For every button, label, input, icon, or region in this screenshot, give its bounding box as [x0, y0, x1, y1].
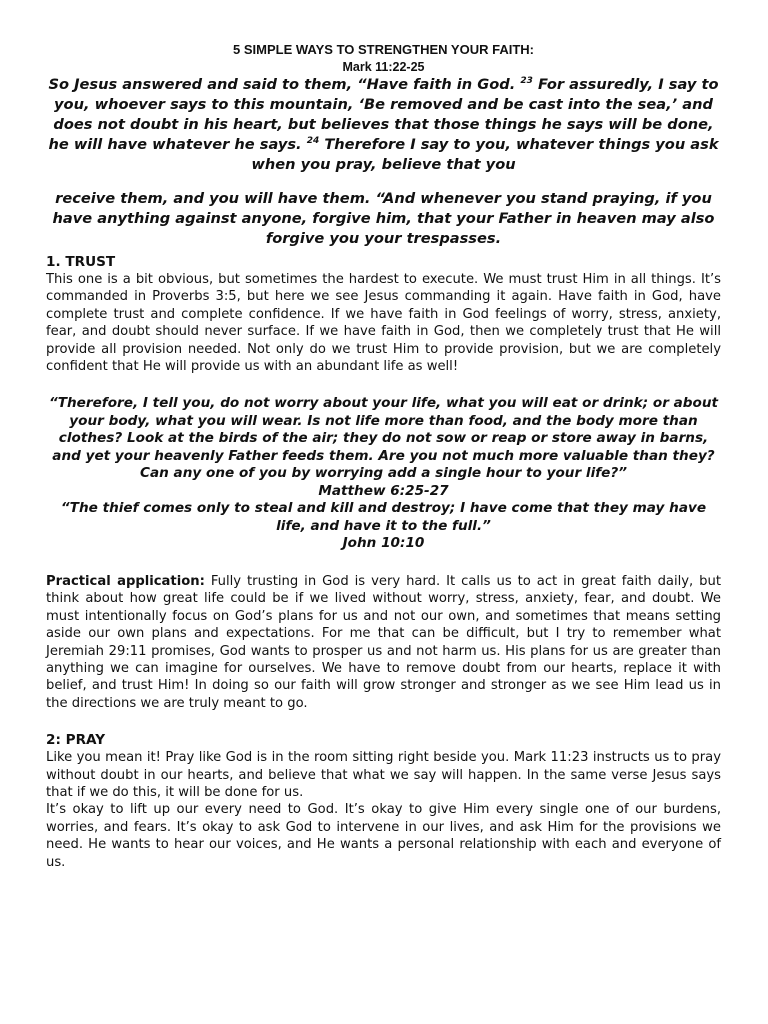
- document-page: [46, 38, 721, 871]
- quote-john: “The thief comes only to steal and kill and destroy; I have come that they may have life, and have it to the full.”: [60, 500, 707, 534]
- section-heading-pray: 2: PRAY: [46, 732, 106, 749]
- practical-application-label: Practical application:: [46, 573, 205, 589]
- quote-matthew: “Therefore, I tell you, do not worry about your life, what you will eat or drink; or about your body, what you will wear. Is not life more than food, and the body more than clothes? Look at the birds of the air; they do not sow or reap or store away in barns, and yet your heavenly Father feeds them. Are you not much more valuable than they? Can any one of you by worrying add a single hour to your life?”: [48, 395, 719, 482]
- scripture-verse-continued: receive them, and you will have them. “And whenever you stand praying, if you have anything against anyone, forgive him, that your Father in heaven may also forgive you your trespasses.: [52, 190, 715, 247]
- pray-body-2: It’s okay to lift up our every need to God. It’s okay to give Him every single one of our burdens, worries, and fears. It’s okay to ask God to intervene in our lives, and ask Him for the provisions we need. He wants to hear our voices, and He wants a personal relationship with each and everyone of us.: [46, 802, 721, 870]
- verse-text-part3: Therefore I say to you, whatever things you ask when you pray, believe that you: [251, 136, 719, 173]
- verse-text-part1: So Jesus answered and said to them, “Have faith in God.: [48, 76, 516, 93]
- pray-body-1: Like you mean it! Pray like God is in the room sitting right beside you. Mark 11:23 instructs us to pray without doubt in our hearts, and believe that what we say will happen. In the same verse Jesus says that if we do this, it will be done for us.: [46, 750, 721, 800]
- verse-number-23: 23: [520, 76, 533, 87]
- quote-john-ref: John 10:10: [342, 535, 425, 552]
- verse-text-part2: For assuredly, I say to you, whoever says to this mountain, ‘Be removed and be cast into the sea,’ and does not doubt in his heart, but believes that those things he says will be done, he will have whatever he says.: [48, 76, 719, 153]
- trust-quotes: [46, 395, 721, 553]
- document-title: 5 SIMPLE WAYS TO STRENGTHEN YOUR FAITH:: [233, 42, 534, 57]
- verse-number-24: 24: [306, 136, 320, 147]
- scripture-reference: Mark 11:22-25: [342, 60, 425, 74]
- practical-application-body: Fully trusting in God is very hard. It calls us to act in great faith daily, but think about how great life could be if we lived without worry, stress, anxiety, fear, and doubt. We must intentionally focus on God’s plans for us and not our own, and sometimes that means setting aside our own plans and expectations. For me that can be difficult, but I try to remember what Jeremiah 29:11 promises, God wants to prosper us and not harm us. His plans for us are greater than anything we can imagine for ourselves. We have to remove doubt from our hearts, replace it with belief, and trust Him! In doing so our faith will grow stronger and stronger as we see Him lead us in the directions we are truly meant to go.: [46, 573, 721, 711]
- scripture-verse: [46, 75, 721, 175]
- trust-body: This one is a bit obvious, but sometimes the hardest to execute. We must trust Him in all things. It’s commanded in Proverbs 3:5, but here we see Jesus commanding it again. Have faith in God, have complete trust and complete confidence. If we have faith in God feelings of worry, stress, anxiety, fear, and doubt should never surface. If we have faith in God, then we completely trust that He will provide all provision needed. Not only do we trust Him to provide provision, but we are completely confident that He will provide us with an abundant life as well!: [46, 272, 721, 375]
- quote-matthew-ref: Matthew 6:25-27: [318, 482, 449, 499]
- section-heading-trust: 1. TRUST: [46, 254, 116, 270]
- practical-application: [46, 573, 721, 712]
